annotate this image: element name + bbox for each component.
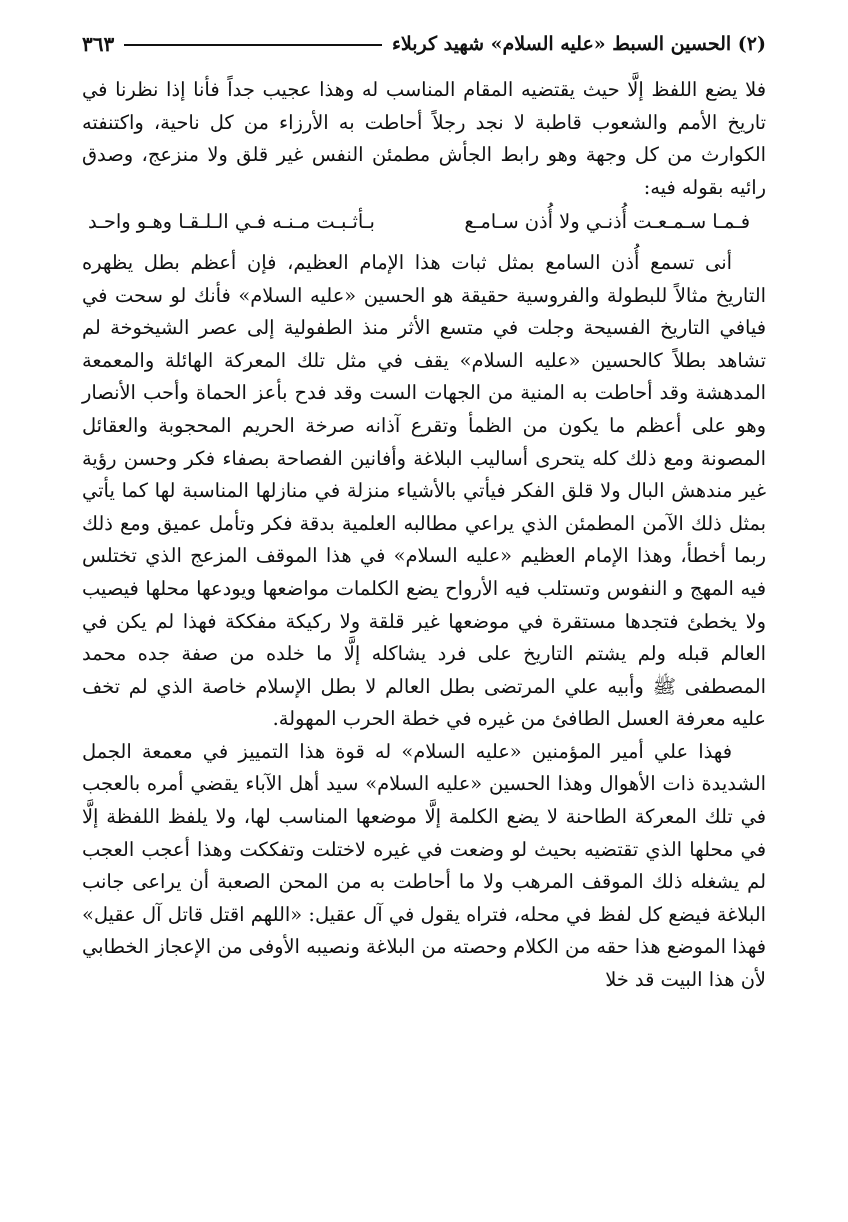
paragraph-3: فهذا علي أمير المؤمنين «عليه السلام» له قوة هذا التمييز في معمعة الجمل الشديدة ذات الأهوال وهذا الحسين «عليه السلام» سيد أهل الآباء يقضي أمره بالعجب في تلك المعركة الطاحنة لا يضع الكلمة إلَّا موضعها المناسب لها، ولا يلفظ اللفظة إلَّا في محلها الذي تقتضيه بحيث لو وضعت في غيره لاختلت وتفككت وهذا أعجب العجب لم يشغله ذلك الموقف المرهب ولا ما أحاطت به من المحن الصعبة أن يراعى جانب البلاغة فيضع كل لفظ في محله، فتراه يقول في آل عقيل: «اللهم اقتل قاتل آل عقيل» فهذا الموضع هذا حقه من الكلام وحصته من البلاغة ونصيبه الأوفى من الإعجاز الخطابي لأن هذا البيت قد خلا <box>82 739 766 992</box>
running-header <box>82 30 766 58</box>
paragraph-2: أنى تسمع أُذن السامع بمثل ثبات هذا الإمام العظيم، فإن أعظم بطل يظهره التاريخ مثالاً للبطولة والفروسية حقيقة هو الحسين «عليه السلام» فأنك لو سحت في فيافي التاريخ الفسيحة وجلت في متسع الأثر منذ الطفولية إلى عصر الشيخوخة لم تشاهد بطلاً كالحسين «عليه السلام» يقف في مثل تلك المعركة الهائلة والمعمعة المدهشة وقد أحاطت به المنية من الجهات الست وقد فدح بأعز الحماة وأحب الأنصار وهو على أعظم ما يكون من الظمأ وتقرع آذانه صرخة الحريم المحجوبة والعقائل المصونة ومع ذلك كله يتحرى أساليب البلاغة وأفانين الفصاحة بصفاء فكر وحسن رؤية غير مندهش البال ولا قلق الفكر فيأتي بالأشياء منزلة في منازلها المناسبة لها كما يأتي بمثل ذلك الآمن المطمئن الذي يراعي مطالبه العلمية بدقة فكر وتأمل عميق ومع ذلك ربما أخطأ، وهذا الإمام العظيم «عليه السلام» في هذا الموقف المزعج الذي تختلس فيه المهج و النفوس وتستلب فيه الأرواح يضع الكلمات مواضعها ويودعها محلها فيصيب ولا يخطئ فتجدها مستقرة في موضعها غير قلقة ولا ركيكة مفككة فهذا لم يكن في العالم قبله ولم يشتم التاريخ على فرد يشاكله إلَّا ما خلده من صفة جده محمد المصطفى ﷺ وأبيه علي المرتضى بطل العالم لا بطل الإسلام خاصة الذي لم تخف عليه معرفة العسل الطافئ من غيره في خطة الحرب المهولة. <box>82 250 766 731</box>
page-number: ٣٦٣ <box>82 32 115 56</box>
paragraph-1: فلا يضع اللفظ إلَّا حيث يقتضيه المقام المناسب له وهذا عجيب جداً فأنا إذا نظرنا في تاريخ الأمم والشعوب قاطبة لا نجد رجلاً أحاطت به الأرزاء من كل ناحية، واكتنفته الكوارث من كل وجهة وهو رابط الجأش مطمئن النفس غير قلق ولا منزعج، وصدق رائيه بقوله فيه: <box>82 78 766 199</box>
body-text <box>82 74 766 997</box>
verse-second-hemistich: بـأثـبـت مـنـه فـي الـلـقـا وهـو واحـد <box>88 210 375 234</box>
verse-first-hemistich: فـمـا سـمـعـت أُذنـي ولا أُذن سـامـع <box>464 210 750 234</box>
running-title: (٢) الحسين السبط «عليه السلام» شهيد كربلاء <box>391 33 766 55</box>
poetry-verse <box>82 206 766 239</box>
header-rule <box>124 44 382 46</box>
